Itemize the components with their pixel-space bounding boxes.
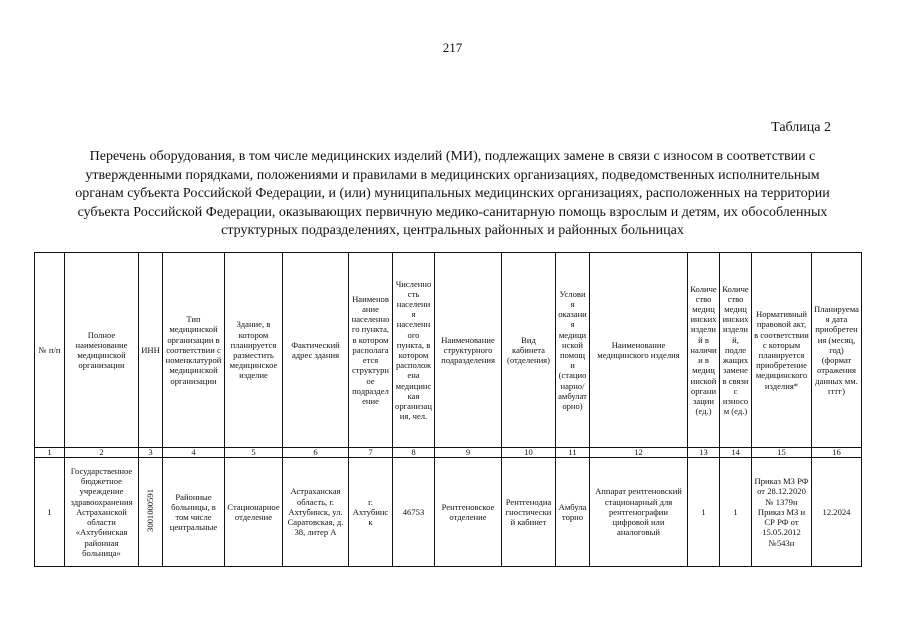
column-number: 11 <box>556 448 590 458</box>
column-header: Наименование населенного пункта, в котором располагается структурное подразделение <box>349 253 393 448</box>
column-header: Условия оказания медицинской помощи (стационарно/амбулаторно) <box>556 253 590 448</box>
header-row <box>35 253 862 448</box>
column-number: 5 <box>225 448 283 458</box>
org-type-cell: Районные больницы, в том числе центральные <box>163 458 225 567</box>
population-cell: 46753 <box>393 458 435 567</box>
column-number: 15 <box>752 448 812 458</box>
legal-act-cell: Приказ МЗ РФ от 28.12.2020 № 1379н Приказ МЗ и СР РФ от 15.05.2012 №543н <box>752 458 812 567</box>
column-header: Планируемая дата приобретения (месяц, год) (формат отражения данных мм. гггг) <box>812 253 862 448</box>
column-number: 6 <box>283 448 349 458</box>
column-number: 2 <box>65 448 139 458</box>
conditions-cell: Амбулаторно <box>556 458 590 567</box>
table-row <box>35 458 862 567</box>
column-number: 9 <box>435 448 502 458</box>
column-header: Тип медицинской организации в соответствии с номенклатурой медицинской организации <box>163 253 225 448</box>
column-number: 1 <box>35 448 65 458</box>
column-header: Фактический адрес здания <box>283 253 349 448</box>
column-number: 3 <box>139 448 163 458</box>
column-header: Количество медицинских изделий, подлежащих замене в связи с износом (ед.) <box>720 253 752 448</box>
column-header: Численность населения населенного пункта, в котором расположена медицинская организация, чел. <box>393 253 435 448</box>
address-cell: Астраханская область, г. Ахтубинск, ул. Саратовская, д. 38, литер А <box>283 458 349 567</box>
column-number-row <box>35 448 862 458</box>
column-header: Нормативный правовой акт, в соответствии с которым планируется приобретение медицинского изделия* <box>752 253 812 448</box>
cabinet-cell: Рентгенодиагностический кабинет <box>502 458 556 567</box>
table-label: Таблица 2 <box>771 120 831 135</box>
column-header: ИНН <box>139 253 163 448</box>
column-header: Наименование медицинского изделия <box>590 253 688 448</box>
column-number: 12 <box>590 448 688 458</box>
equipment-table <box>34 252 862 567</box>
column-header: № п/п <box>35 253 65 448</box>
column-number: 13 <box>688 448 720 458</box>
org-name-cell: Государственное бюджетное учреждение здравоохранения Астраханской области «Ахтубинская районная больница» <box>65 458 139 567</box>
column-number: 8 <box>393 448 435 458</box>
column-header: Здание, в котором планируется разместить медицинское изделие <box>225 253 283 448</box>
building-cell: Стационарное отделение <box>225 458 283 567</box>
unit-cell: Рентгеновское отделение <box>435 458 502 567</box>
inn-cell <box>139 458 163 567</box>
device-cell: Аппарат рентгеновский стационарный для рентгенографии цифровой или аналоговый <box>590 458 688 567</box>
settlement-cell: г. Ахтубинск <box>349 458 393 567</box>
column-number: 4 <box>163 448 225 458</box>
row-number-cell: 1 <box>35 458 65 567</box>
column-number: 10 <box>502 448 556 458</box>
document-heading: Перечень оборудования, в том числе медицинских изделий (МИ), подлежащих замене в связи с износом в соответствии с утвержденными порядками, положениями и правилами в медицинских организациях, подведомственных исполнительным органам субъекта Российской Федерации, и (или) муниципальных медицинских организациях, расположенных на территории субъекта Российской Федерации, оказывающих первичную медико-санитарную помощь взрослым и детям, их обособленных структурных подразделениях, центральных районных и районных больницах <box>75 149 830 239</box>
qty-replace-cell: 1 <box>720 458 752 567</box>
column-header: Вид кабинета (отделения) <box>502 253 556 448</box>
column-header: Количество медицинских изделий в наличии в медицинской организации (ед.) <box>688 253 720 448</box>
column-header: Полное наименование медицинской организации <box>65 253 139 448</box>
planned-date-cell: 12.2024 <box>812 458 862 567</box>
qty-available-cell: 1 <box>688 458 720 567</box>
column-header: Наименование структурного подразделения <box>435 253 502 448</box>
inn-value: 3001000591 <box>145 489 156 533</box>
column-number: 16 <box>812 448 862 458</box>
column-number: 7 <box>349 448 393 458</box>
page-number: 217 <box>442 40 463 55</box>
column-number: 14 <box>720 448 752 458</box>
